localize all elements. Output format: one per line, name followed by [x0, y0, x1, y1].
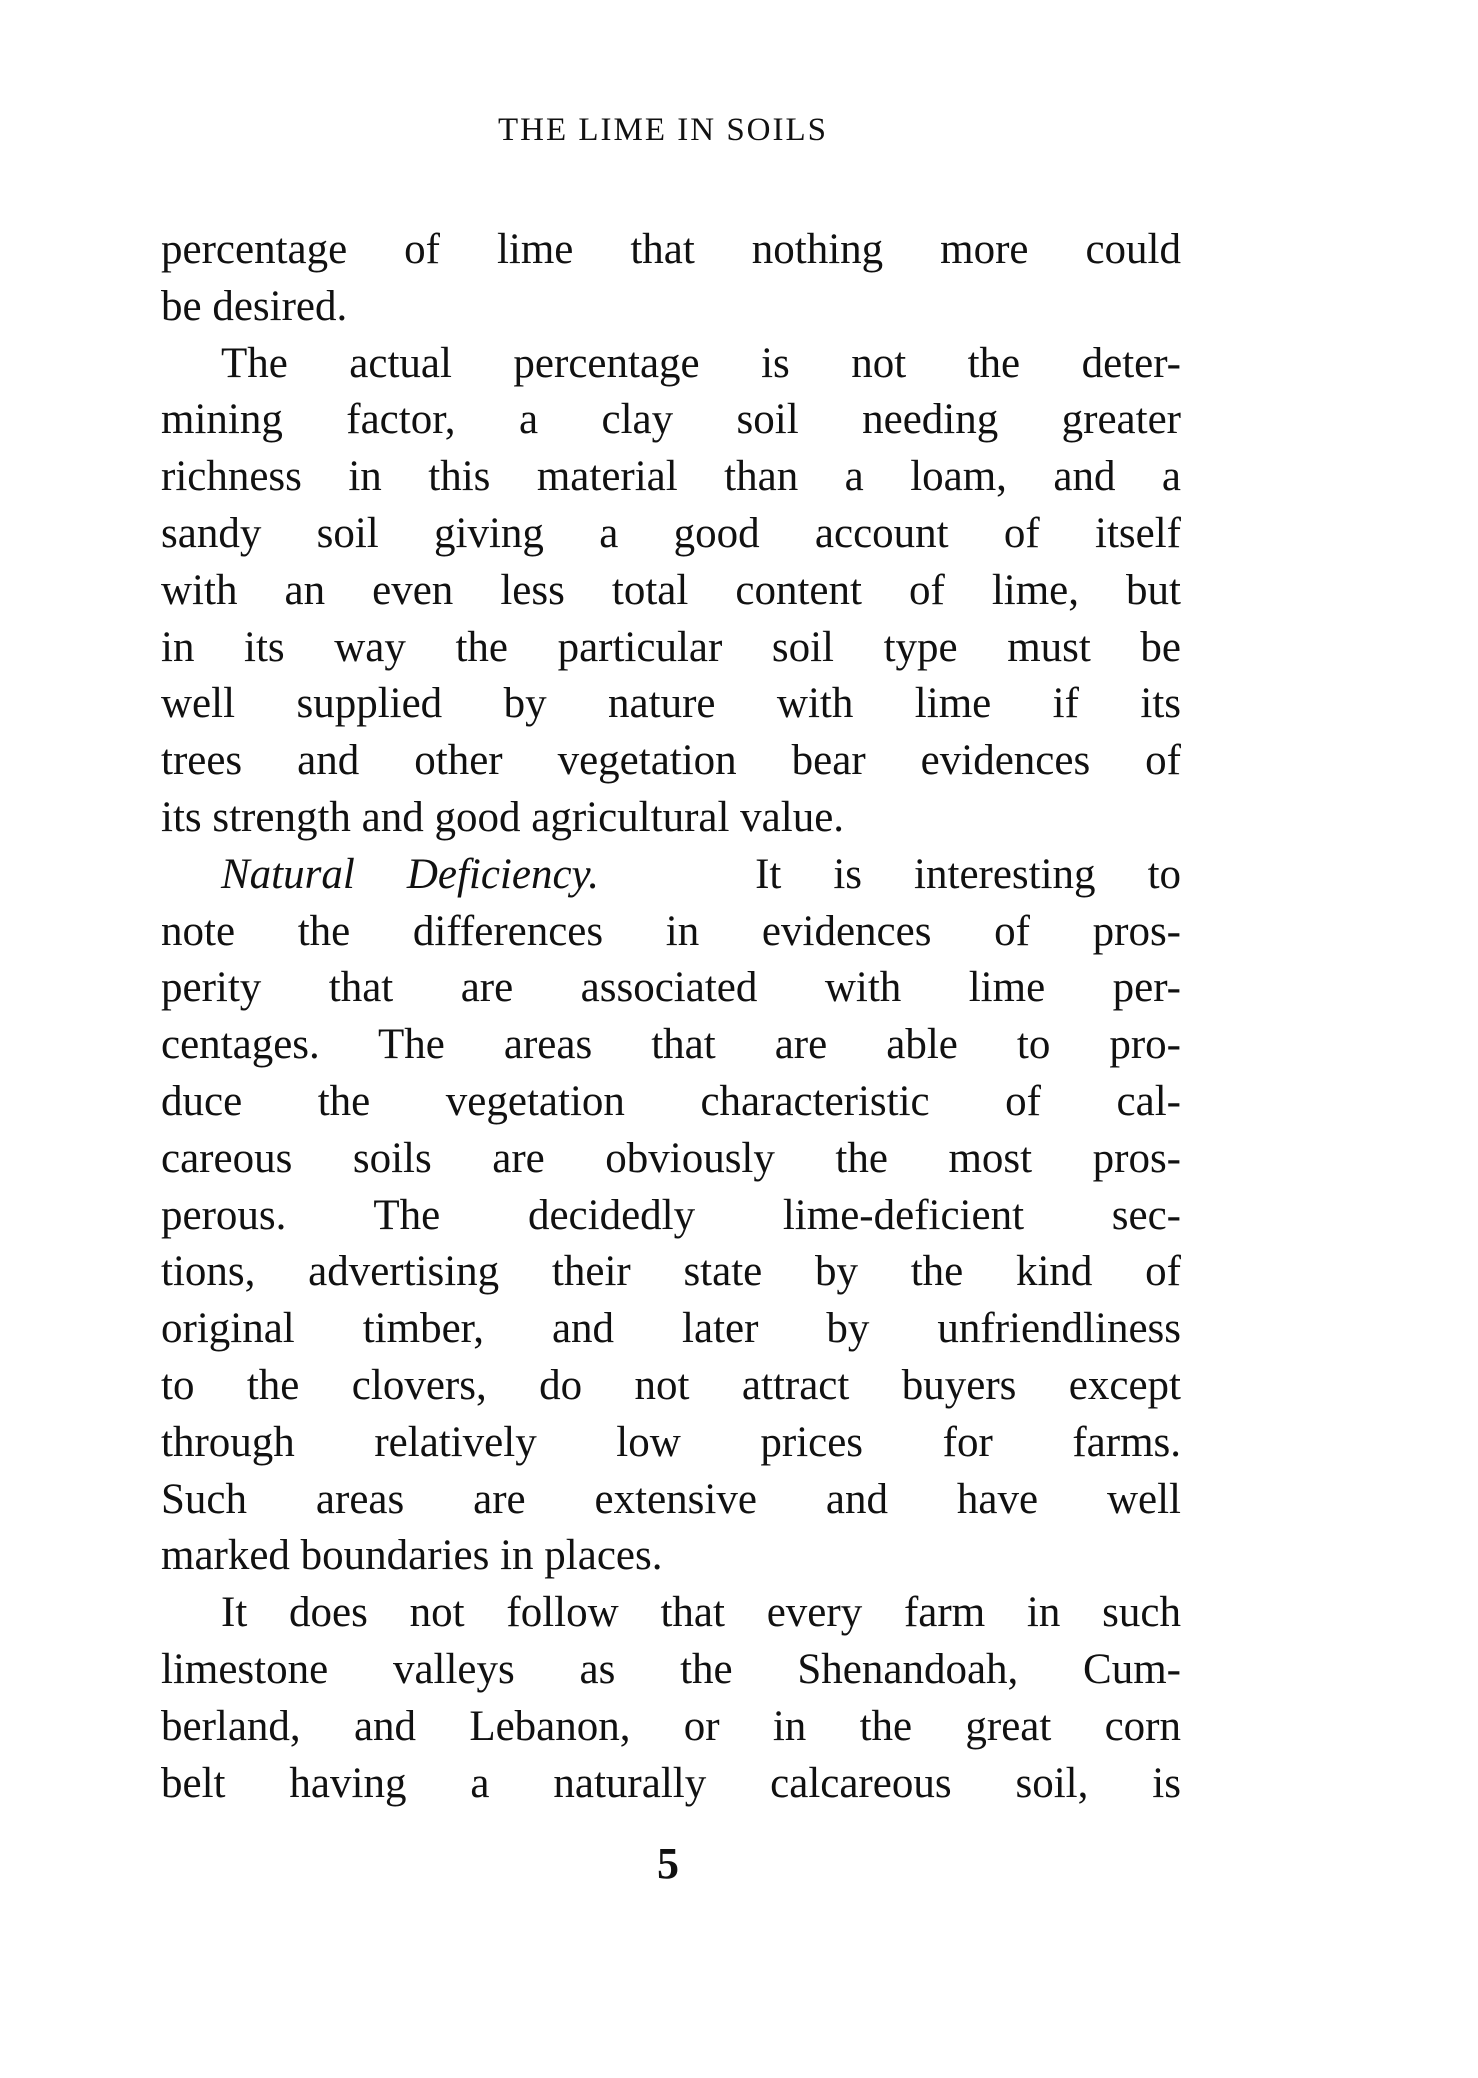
text-line: to the clovers, do not attract buyers except — [161, 1361, 1181, 1409]
text-line-rest: It is interesting to — [755, 850, 1182, 898]
text-line: its strength and good agricultural value. — [161, 793, 845, 841]
running-header: THE LIME IN SOILS — [497, 112, 829, 148]
text-line: richness in this material than a loam, and a — [161, 453, 1181, 501]
text-line: sandy soil giving a good account of itself — [161, 509, 1181, 557]
text-line: percentage of lime that nothing more could — [161, 226, 1181, 273]
page-number: 5 — [657, 1839, 679, 1888]
text-line: trees and other vegetation bear evidences of — [161, 737, 1181, 785]
text-line: well supplied by nature with lime if its — [161, 680, 1181, 728]
text-line: limestone valleys as the Shenandoah, Cum- — [161, 1645, 1181, 1693]
text-line: belt having a naturally calcareous soil, is — [161, 1759, 1181, 1807]
text-line: Such areas are extensive and have well — [161, 1475, 1181, 1523]
text-line: perity that are associated with lime per- — [161, 964, 1181, 1012]
body-text — [161, 222, 1181, 1812]
text-line: through relatively low prices for farms. — [161, 1418, 1181, 1466]
text-line: It does not follow that every farm in such — [221, 1589, 1181, 1637]
text-line: marked boundaries in places. — [161, 1532, 663, 1580]
text-line: The actual percentage is not the deter- — [221, 339, 1181, 387]
text-line: careous soils are obviously the most pros- — [161, 1134, 1181, 1182]
text-line: original timber, and later by unfriendliness — [161, 1305, 1181, 1353]
text-line — [161, 847, 1181, 904]
text-line: in its way the particular soil type must be — [161, 623, 1181, 671]
text-line: perous. The decidedly lime-deficient sec- — [161, 1191, 1181, 1239]
text-line: note the differences in evidences of pros- — [161, 907, 1181, 955]
text-line: berland, and Lebanon, or in the great corn — [161, 1702, 1181, 1750]
text-line: duce the vegetation characteristic of cal- — [161, 1077, 1181, 1125]
text-line: with an even less total content of lime, but — [161, 566, 1181, 614]
text-line: tions, advertising their state by the kind of — [161, 1248, 1181, 1296]
text-line: be desired. — [161, 282, 348, 330]
text-line: centages. The areas that are able to pro- — [161, 1021, 1181, 1069]
text-line: mining factor, a clay soil needing greater — [161, 396, 1181, 444]
section-heading: Natural Deficiency. — [221, 850, 600, 898]
